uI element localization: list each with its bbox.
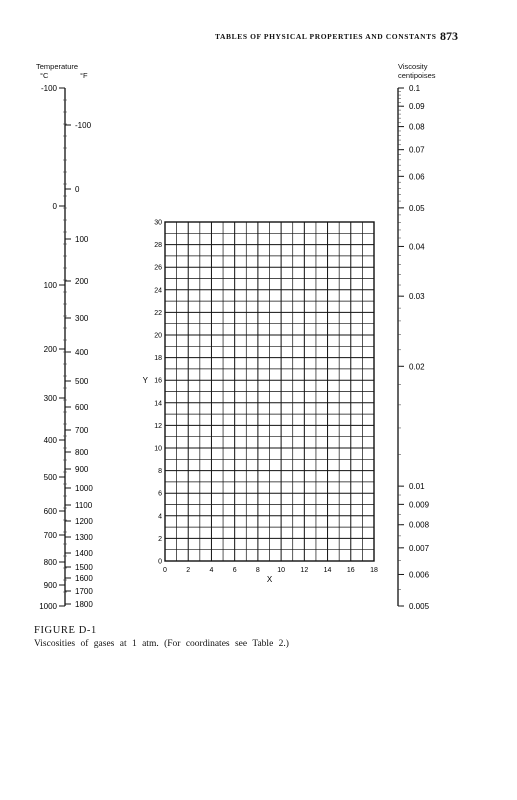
y-tick-label: 30 [154, 219, 162, 227]
x-tick-label: 16 [346, 567, 355, 574]
celsius-tick-label: 200 [43, 345, 57, 354]
viscosity-tick-label: 0.009 [409, 500, 430, 510]
celsius-tick-label: 900 [43, 581, 57, 590]
x-tick-label: 18 [370, 567, 378, 574]
x-tick-label: 2 [186, 567, 191, 574]
celsius-tick-label: 100 [43, 281, 57, 290]
celsius-tick-label: 700 [43, 531, 57, 540]
fahrenheit-tick-label: 1000 [75, 484, 93, 493]
y-tick-label: 12 [154, 422, 162, 430]
x-tick-label: 10 [277, 567, 286, 574]
fahrenheit-tick-label: 1700 [75, 587, 93, 596]
x-axis-label: X [266, 575, 273, 584]
fahrenheit-tick-label: 400 [75, 348, 89, 357]
x-tick-label: 8 [255, 567, 260, 574]
x-tick-label: 14 [323, 567, 332, 574]
viscosity-tick-label: 0.04 [409, 242, 425, 252]
fahrenheit-tick-label: 1100 [75, 501, 93, 510]
figure-label: FIGURE D-1 [34, 625, 97, 636]
celsius-tick-label: 600 [43, 507, 57, 516]
fahrenheit-tick-label: 600 [75, 403, 89, 412]
y-tick-label: 4 [158, 513, 162, 521]
y-tick-label: 6 [158, 490, 162, 498]
y-tick-label: 20 [154, 332, 162, 340]
y-tick-label: 24 [154, 287, 162, 295]
y-tick-label: 8 [158, 468, 162, 476]
y-tick-label: 2 [158, 535, 162, 543]
viscosity-tick-label: 0.007 [409, 543, 430, 553]
viscosity-tick-label: 0.05 [409, 203, 425, 213]
viscosity-tick-label: 0.08 [409, 122, 425, 132]
fahrenheit-tick-label: 1800 [75, 600, 93, 609]
fahrenheit-tick-label: 0 [75, 185, 80, 194]
celsius-tick-label: 1000 [39, 602, 57, 611]
fahrenheit-tick-label: 1400 [75, 549, 93, 558]
celsius-tick-label: 500 [43, 473, 57, 482]
x-tick-label: 6 [232, 567, 237, 574]
celsius-tick-label: 0 [52, 202, 57, 211]
x-tick-label: 4 [209, 567, 214, 574]
y-tick-label: 16 [154, 377, 162, 385]
fahrenheit-tick-label: 1300 [75, 533, 93, 542]
running-title: TABLES OF PHYSICAL PROPERTIES AND CONSTANTS [215, 32, 437, 41]
y-tick-label: 18 [154, 355, 162, 363]
fahrenheit-tick-label: 100 [75, 235, 89, 244]
viscosity-tick-label: 0.008 [409, 520, 430, 530]
fahrenheit-unit-label: °F [80, 71, 88, 80]
y-tick-label: 26 [154, 264, 162, 272]
viscosity-tick-label: 0.09 [409, 102, 425, 112]
fahrenheit-tick-label: 700 [75, 426, 89, 435]
viscosity-tick-label: 0.1 [409, 84, 421, 93]
fahrenheit-tick-label: 200 [75, 277, 89, 286]
viscosity-scale-unit: centipoises [398, 71, 436, 80]
fahrenheit-tick-label: 1500 [75, 563, 93, 572]
fahrenheit-tick-label: 1600 [75, 574, 93, 583]
viscosity-scale-title: Viscosity [398, 62, 428, 71]
fahrenheit-tick-label: 300 [75, 314, 89, 323]
viscosity-tick-label: 0.02 [409, 362, 425, 372]
celsius-tick-label: 300 [43, 394, 57, 403]
y-tick-label: 0 [158, 558, 162, 566]
viscosity-tick-label: 0.06 [409, 172, 425, 182]
celsius-unit-label: °C [40, 71, 49, 80]
y-axis-label: Y [142, 376, 148, 386]
viscosity-tick-label: 0.006 [409, 570, 430, 580]
fahrenheit-tick-label: -100 [75, 121, 92, 130]
x-tick-label: 0 [163, 567, 167, 574]
celsius-tick-label: -100 [40, 84, 57, 93]
viscosity-tick-label: 0.01 [409, 482, 425, 492]
y-tick-label: 14 [154, 400, 162, 408]
viscosity-tick-label: 0.07 [409, 145, 425, 155]
fahrenheit-tick-label: 1200 [75, 517, 93, 526]
y-tick-label: 22 [154, 309, 162, 317]
fahrenheit-tick-label: 800 [75, 448, 89, 457]
fahrenheit-tick-label: 500 [75, 377, 89, 386]
viscosity-tick-label: 0.005 [409, 602, 430, 611]
figure-caption: Viscosities of gases at 1 atm. (For coordinates see Table 2.) [34, 639, 289, 649]
page-number: 873 [440, 29, 458, 43]
y-tick-label: 10 [154, 445, 162, 453]
celsius-tick-label: 400 [43, 436, 57, 445]
temperature-scale-title: Temperature [36, 62, 79, 71]
celsius-tick-label: 800 [43, 558, 57, 567]
y-tick-label: 28 [154, 242, 162, 250]
viscosity-tick-label: 0.03 [409, 292, 425, 302]
fahrenheit-tick-label: 900 [75, 465, 89, 474]
x-tick-label: 12 [300, 567, 309, 574]
